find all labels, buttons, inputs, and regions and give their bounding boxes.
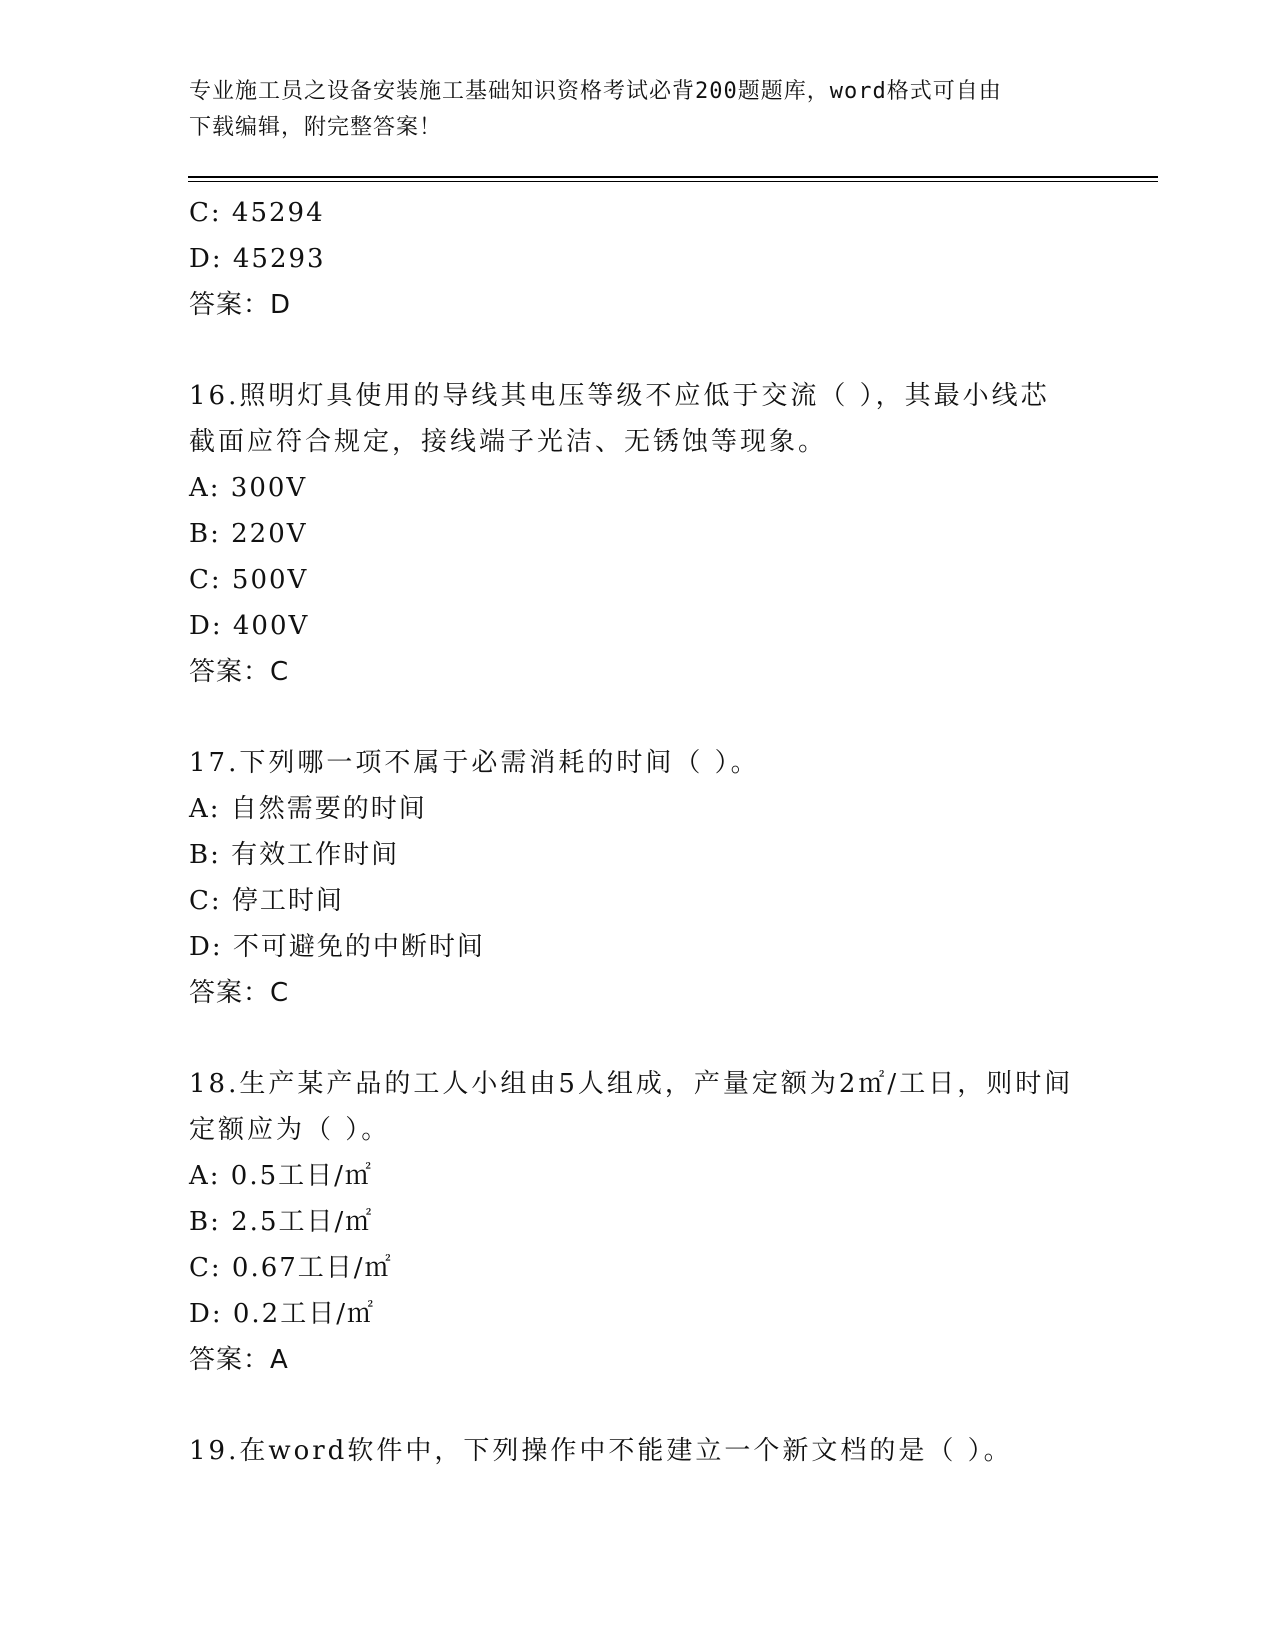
option-a: A: 300V: [189, 473, 308, 503]
header-rule-thick: [188, 176, 1158, 178]
option-b: B: 220V: [189, 519, 308, 549]
option-c: C: 0.67工日/㎡: [189, 1253, 393, 1283]
answer-line: 答案：D: [189, 290, 292, 320]
header-rule-thin: [188, 181, 1158, 182]
answer-line: 答案：C: [189, 978, 290, 1008]
option-b: B: 有效工作时间: [189, 840, 400, 870]
question-15-tail: [189, 190, 1089, 328]
option-d: D: 400V: [189, 611, 310, 641]
answer-line: 答案：C: [189, 657, 290, 687]
question-16: [189, 373, 1089, 695]
spacer: [189, 695, 1089, 740]
document-body: [189, 190, 1089, 1474]
question-19: [189, 1428, 1089, 1474]
option-c: C: 停工时间: [189, 886, 344, 916]
option-d: D: 不可避免的中断时间: [189, 932, 485, 962]
question-stem-line: 18.生产某产品的工人小组由5人组成，产量定额为2㎡/工日，则时间: [189, 1069, 1074, 1099]
question-stem-line: 17.下列哪一项不属于必需消耗的时间（ ）。: [189, 748, 760, 778]
option-d: D: 0.2工日/㎡: [189, 1299, 375, 1329]
option-a: A: 0.5工日/㎡: [189, 1161, 373, 1191]
option-a: A: 自然需要的时间: [189, 794, 427, 824]
option-c: C: 500V: [189, 565, 309, 595]
question-stem-line: 截面应符合规定，接线端子光洁、无锈蚀等现象。: [189, 427, 828, 457]
option-c: C: 45294: [189, 198, 325, 228]
option-b: B: 2.5工日/㎡: [189, 1207, 374, 1237]
question-18: [189, 1061, 1089, 1383]
spacer: [189, 328, 1089, 373]
spacer: [189, 1383, 1089, 1428]
answer-line: 答案：A: [189, 1345, 289, 1375]
document-header: [189, 74, 1089, 146]
header-line-2: 下载编辑，附完整答案！: [189, 115, 443, 140]
option-d: D: 45293: [189, 244, 326, 274]
question-stem-line: 16.照明灯具使用的导线其电压等级不应低于交流（ ），其最小线芯: [189, 381, 1050, 411]
spacer: [189, 1016, 1089, 1061]
question-stem-line: 19.在word软件中，下列操作中不能建立一个新文档的是（ ）。: [189, 1436, 1013, 1466]
question-stem-line: 定额应为（ ）。: [189, 1115, 391, 1145]
header-line-1: 专业施工员之设备安装施工基础知识资格考试必背200题题库，word格式可自由: [189, 79, 1002, 104]
question-17: [189, 740, 1089, 1016]
